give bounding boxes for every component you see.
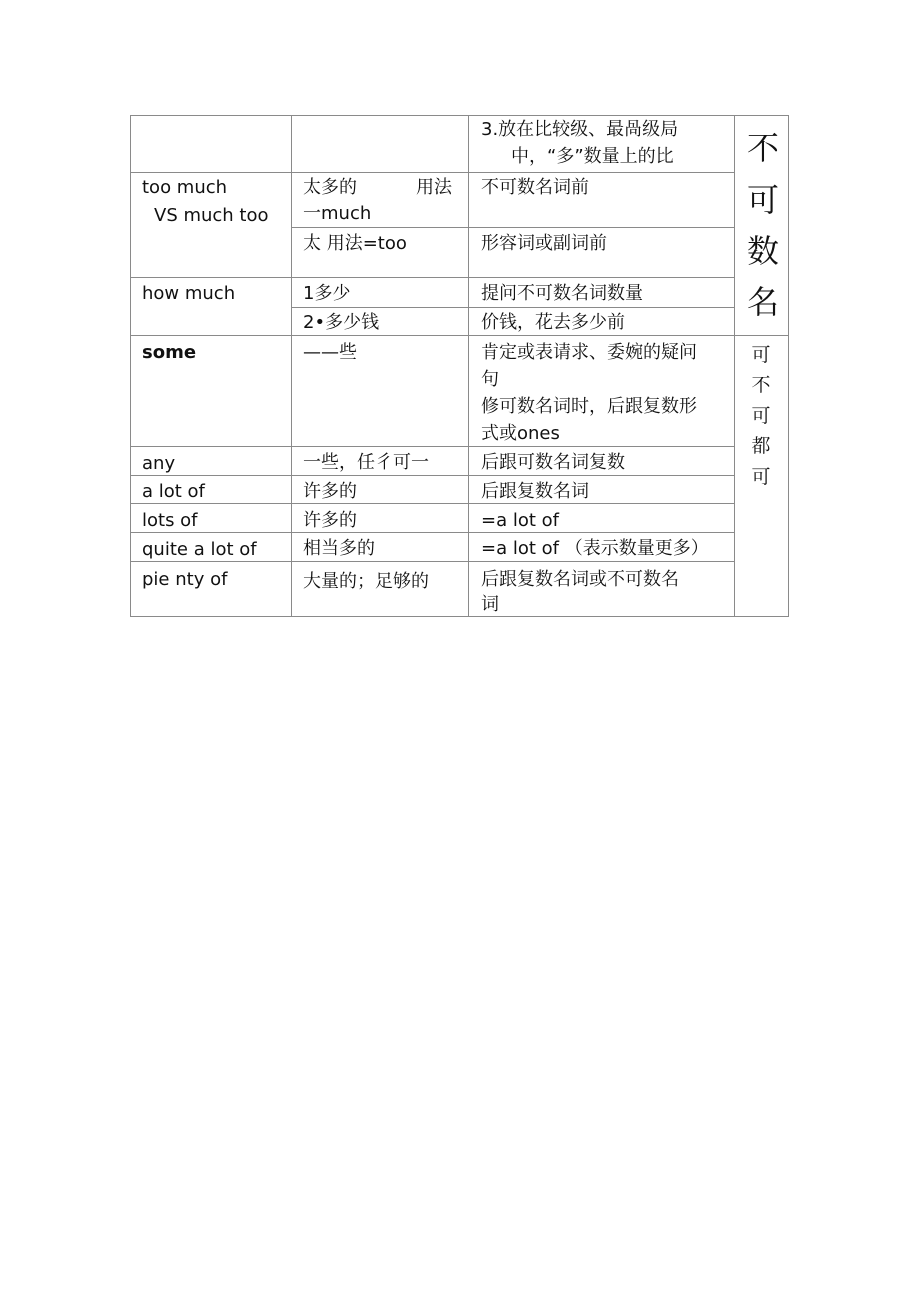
table-border-left bbox=[130, 115, 131, 617]
row-divider bbox=[130, 446, 735, 447]
usage-cell: 提问不可数名词数量 bbox=[481, 283, 643, 304]
word-cell: some bbox=[142, 342, 197, 363]
row-divider bbox=[291, 307, 735, 308]
word-cell: any bbox=[142, 453, 176, 474]
usage-cell: 后跟可数名词复数 bbox=[481, 452, 625, 473]
side-label-char: 可 bbox=[751, 405, 771, 427]
side-label-char: 不 bbox=[746, 129, 779, 167]
row-divider bbox=[130, 277, 735, 278]
side-label-char: 名 bbox=[746, 283, 779, 321]
side-label-char: 可 bbox=[751, 344, 771, 366]
row-divider bbox=[130, 335, 789, 336]
usage-cell: 句 bbox=[481, 369, 499, 390]
meaning-cell: 许多的 bbox=[303, 481, 357, 502]
meaning-cell: ——些 bbox=[303, 342, 357, 363]
usage-cell: =a lot of （表示数量更多） bbox=[481, 538, 709, 559]
usage-cell: 词 bbox=[481, 594, 499, 615]
meaning-cell: 太多的 bbox=[303, 177, 357, 198]
usage-cell: 后跟复数名词或不可数名 bbox=[481, 569, 679, 590]
meaning-cell: 相当多的 bbox=[303, 538, 375, 559]
table-border-right bbox=[788, 115, 789, 617]
word-cell: VS much too bbox=[154, 205, 269, 226]
word-cell: too much bbox=[142, 177, 228, 198]
meaning-cell: 太 用法=too bbox=[303, 233, 407, 254]
usage-cell: 中，“多”数量上的比 bbox=[511, 146, 674, 167]
meaning-cell: 2•多少钱 bbox=[303, 312, 380, 333]
word-cell: pie nty of bbox=[142, 569, 228, 590]
row-divider bbox=[291, 227, 735, 228]
side-label-char: 不 bbox=[751, 374, 771, 396]
word-cell: lots of bbox=[142, 510, 198, 531]
usage-cell: 式或ones bbox=[481, 423, 560, 444]
usage-cell: 不可数名词前 bbox=[481, 177, 589, 198]
row-divider bbox=[130, 532, 735, 533]
usage-cell: 肯定或表请求、委婉的疑问 bbox=[481, 342, 697, 363]
meaning-cell: 1多少 bbox=[303, 283, 351, 304]
word-cell: how much bbox=[142, 283, 236, 304]
column-divider bbox=[291, 115, 292, 617]
meaning-cell: 用法 bbox=[416, 177, 452, 198]
usage-cell: 后跟复数名词 bbox=[481, 481, 589, 502]
row-divider bbox=[130, 503, 735, 504]
usage-cell: =a lot of bbox=[481, 510, 559, 531]
meaning-cell: 一些，任彳可一 bbox=[303, 452, 429, 473]
column-divider bbox=[734, 115, 735, 617]
usage-cell: 形容词或副词前 bbox=[481, 233, 607, 254]
side-label-char: 都 bbox=[751, 435, 771, 457]
usage-cell: 修可数名词时，后跟复数形 bbox=[481, 396, 697, 417]
table-border-bottom bbox=[130, 616, 789, 617]
usage-cell: 价钱，花去多少前 bbox=[481, 312, 625, 333]
word-cell: quite a lot of bbox=[142, 539, 257, 560]
side-label-char: 可 bbox=[746, 181, 779, 219]
row-divider bbox=[130, 475, 735, 476]
side-label-char: 可 bbox=[751, 466, 771, 488]
column-divider bbox=[468, 115, 469, 617]
meaning-cell: 许多的 bbox=[303, 510, 357, 531]
table-border-top bbox=[130, 115, 789, 116]
word-cell: a lot of bbox=[142, 481, 205, 502]
side-label-char: 数 bbox=[746, 232, 779, 270]
meaning-cell: 一much bbox=[303, 203, 372, 224]
meaning-cell: 大量的；足够的 bbox=[303, 571, 429, 592]
row-divider bbox=[130, 172, 735, 173]
usage-cell: 3.放在比较级、最咼级局 bbox=[481, 119, 679, 140]
